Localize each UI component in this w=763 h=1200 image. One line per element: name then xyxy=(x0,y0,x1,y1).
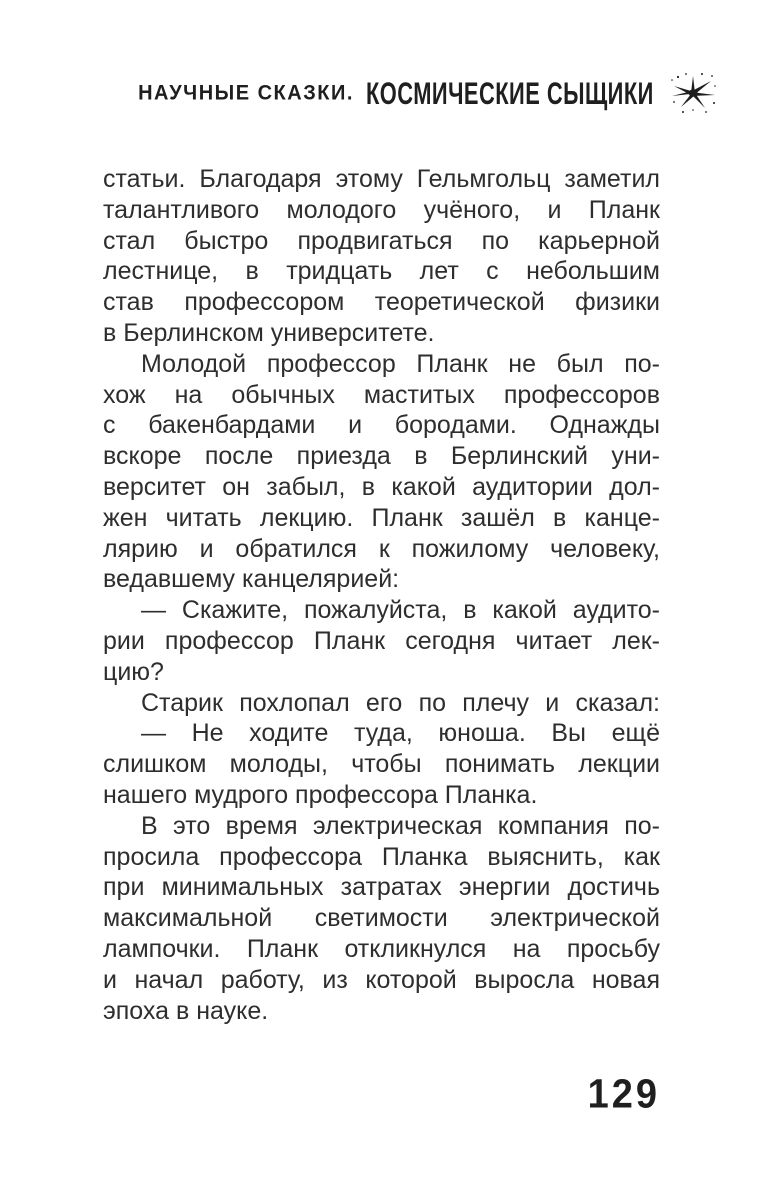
paragraph xyxy=(103,164,660,349)
text-line: максимальной светимости электрической xyxy=(103,904,660,933)
paragraph xyxy=(103,688,660,719)
text-block xyxy=(103,164,660,1026)
paragraph xyxy=(103,718,660,810)
text-line: хож на обычных маститых профессоров xyxy=(103,380,660,409)
text-line: талантливого молодого учёного, и Планк xyxy=(103,195,660,224)
text-line: жен читать лекцию. Планк зашёл в канце- xyxy=(103,503,660,532)
text-line: ведавшему канцелярией: xyxy=(103,565,400,594)
text-line: статьи. Благодаря этому Гельмгольц заметил xyxy=(103,165,660,193)
text-line: — Не ходите туда, юноша. Вы ещё xyxy=(141,719,660,748)
page-number: 129 xyxy=(587,1072,660,1118)
text-line: лампочки. Планк откликнулся на просьбу xyxy=(103,934,660,963)
paragraph xyxy=(103,595,660,687)
running-header xyxy=(0,72,763,114)
paragraph xyxy=(103,811,660,1027)
text-line: лестнице, в тридцать лет с небольшим xyxy=(103,257,660,286)
text-line: Молодой профессор Планк не был по- xyxy=(141,349,660,378)
text-line: при минимальных затратах энергии достичь xyxy=(103,873,660,902)
text-line: и начал работу, из которой выросла новая xyxy=(103,965,660,994)
text-line: нашего мудрого профессора Планка. xyxy=(103,780,538,809)
sparkle-star-icon xyxy=(671,72,717,114)
text-line: в Берлинском университете. xyxy=(103,318,435,347)
text-line: цию? xyxy=(103,657,164,686)
text-line: рии профессор Планк сегодня читает лек- xyxy=(103,626,660,655)
text-line: став профессором теоретической физики xyxy=(103,288,660,317)
series-title: НАУЧНЫЕ СКАЗКИ. xyxy=(138,80,354,105)
text-line: вскоре после приезда в Берлинский уни- xyxy=(103,442,660,471)
text-line: верситет он забыл, в какой аудитории дол- xyxy=(103,472,660,501)
book-title: КОСМИЧЕСКИЕ СЫЩИКИ xyxy=(365,74,654,111)
text-line: с бакенбардами и бородами. Однажды xyxy=(103,411,660,440)
text-line: эпоха в науке. xyxy=(103,996,269,1025)
text-line: стал быстро продвигаться по карьерной xyxy=(103,226,660,255)
paragraph xyxy=(103,349,660,595)
text-line: В это время электрическая компания по- xyxy=(141,811,660,840)
text-line: Старик похлопал его по плечу и сказал: xyxy=(141,688,660,717)
text-line: просила профессора Планка выяснить, как xyxy=(103,842,660,871)
text-line: — Скажите, пожалуйста, в какой аудито- xyxy=(141,596,660,625)
text-line: слишком молоды, чтобы понимать лекции xyxy=(103,750,660,779)
text-line: лярию и обратился к пожилому человеку, xyxy=(103,534,660,563)
